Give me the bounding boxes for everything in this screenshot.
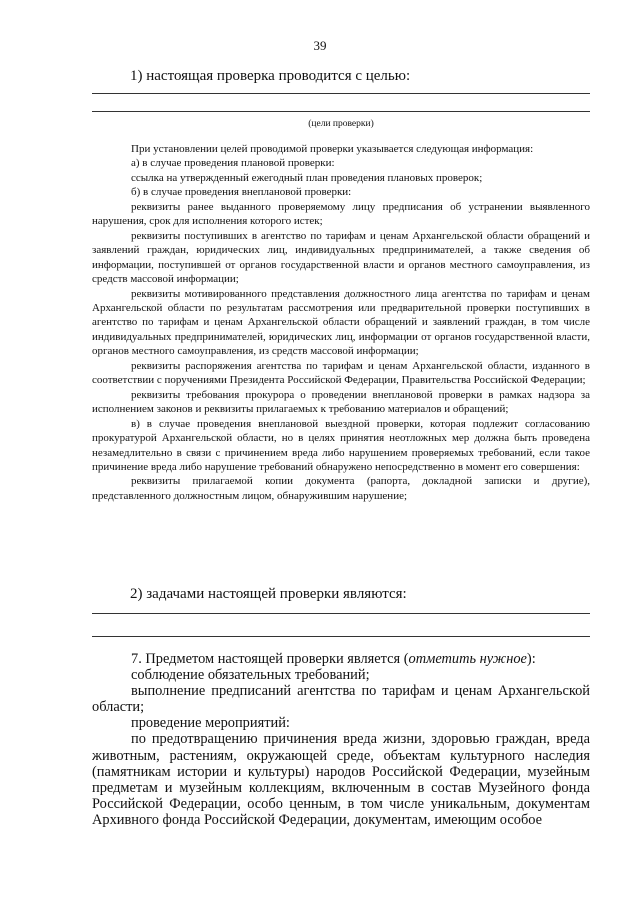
paragraph: б) в случае проведения внеплановой проверки:: [131, 186, 352, 199]
paragraph: а) в случае проведения плановой проверки:: [131, 157, 335, 170]
page-number: 39: [313, 38, 327, 53]
paragraph: реквизиты поступивших в агентство по тарифам и ценам Архангельской области обращений и заявлений граждан, юридических лиц, индивидуальных предпринимателей, а также сведения об информации, поступившей от органов государственной власти и органов местного самоуправления, из средств массовой информации;: [92, 229, 590, 286]
section2-heading: 2) задачами настоящей проверки являются:: [130, 586, 407, 602]
paragraph: реквизиты мотивированного представления должностного лица агентства по тарифам и ценам Архангельской области по результатам рассмотрения или предварительной проверки поступивших в агентство по тарифам и ценам Архангельской области обращений и заявлений граждан, в том числе индивидуальных предпринимателей, юридических лиц, информации от органов государственной власти, органов местного самоуправления, из средств массовой информации;: [92, 287, 590, 358]
heading-text: ):: [526, 651, 536, 667]
paragraph: проведение мероприятий:: [131, 715, 290, 732]
paragraph: реквизиты распоряжения агентства по тарифам и ценам Архангельской области, изданного в соответствии с поручениями Президента Российской Федерации, Правительства Российской Федерации;: [92, 359, 590, 387]
fill-line[interactable]: [92, 636, 590, 637]
paragraph: реквизиты требования прокурора о проведении внеплановой проверки в рамках надзора за исполнением законов и реквизиты прилагаемых к требованию материалов и обращений;: [92, 388, 590, 416]
fill-line[interactable]: [92, 93, 590, 94]
paragraph: выполнение предписаний агентства по тарифам и ценам Архангельской области;: [92, 683, 590, 716]
paragraph: в) в случае проведения внеплановой выездной проверки, которая подлежит согласованию прокуратурой Архангельской области, но в целях принятия неотложных мер должна быть проведена незамедлительно в связи с причинением вреда либо нарушением проверяемых требований, если такое причинение вреда либо нарушение требований обнаружено непосредственно в момент его совершения:: [92, 417, 590, 473]
section7-heading: [92, 651, 590, 667]
paragraph: реквизиты прилагаемой копии документа (рапорта, докладной записки и другие), представленного должностным лицом, обнаружившим нарушение;: [92, 475, 590, 502]
paragraph: соблюдение обязательных требований;: [131, 667, 370, 684]
paragraph: При установлении целей проводимой проверки указывается следующая информация:: [131, 143, 534, 155]
fill-line[interactable]: [92, 111, 590, 112]
section7-body: [92, 651, 590, 828]
paragraph: по предотвращению причинения вреда жизни, здоровью граждан, вреда животным, растениям, окружающей среде, объектам культурного наследия (памятникам истории и культуры) народов Российской Федерации, музейным предметам и музейным коллекциям, включенным в состав Музейного фонда Российской Федерации, особо ценным, в том числе уникальным, документам Архивного фонда Российской Федерации, документам, имеющим особое: [92, 731, 590, 828]
section1-heading: 1) настоящая проверка проводится с целью:: [130, 68, 411, 84]
fill-line[interactable]: [92, 613, 590, 614]
goals-caption: (цели проверки): [308, 119, 374, 129]
heading-text: 7. Предметом настоящей проверки является (: [131, 651, 409, 667]
paragraph: ссылка на утвержденный ежегодный план проведения плановых проверок;: [131, 171, 483, 184]
paragraph: реквизиты ранее выданного проверяемому лицу предписания об устранении выявленного нарушения, срок для исполнения которого истек;: [92, 200, 590, 228]
section1-instructions: [92, 142, 590, 503]
heading-italic-text: отметить нужное: [408, 651, 527, 667]
